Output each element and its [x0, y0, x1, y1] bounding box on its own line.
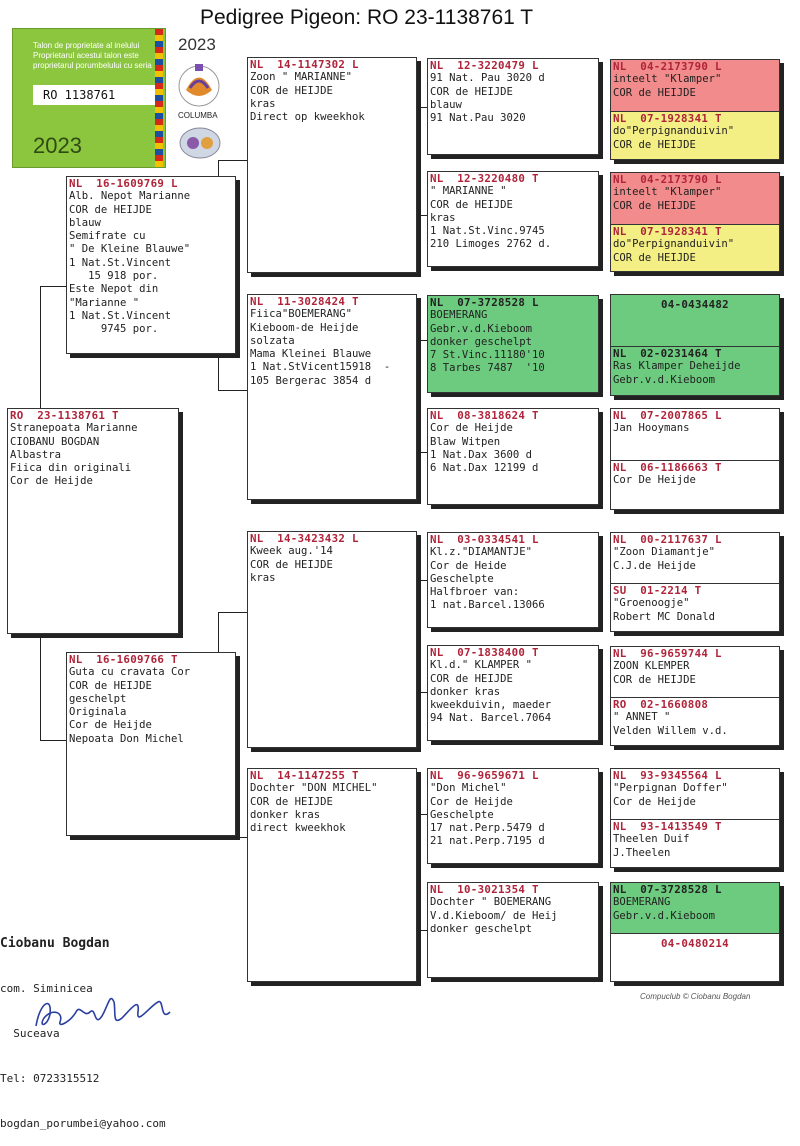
ancestor-pair-card	[610, 59, 780, 160]
coupon-ring-number: RO 1138761	[33, 85, 159, 105]
owner-email: bogdan_porumbei@yahoo.com	[0, 1117, 166, 1130]
connector-line	[218, 160, 248, 161]
coupon-text: Talon de proprietate al inelului Proprietarul acestui talon este proprietarul porumbelului cu seria	[33, 41, 152, 70]
ancestor-pair-card	[610, 532, 780, 632]
sire-ring: NL 16-1609769 L	[69, 177, 178, 190]
great-grandparent-card: NL 03-0334541 L Kl.z."DIAMANTJE" Cor de Heide Geschelpte Halfbroer van: 1 nat.Barcel.13066	[427, 532, 599, 628]
sire-card: NL 16-1609769 L Alb. Nepot Marianne COR de HEIJDE blauw Semifrate cu " De Kleine Blauwe" 1 Nat.St.Vincent 15 918 por. Este Nepot din "Marianne " 1 Nat.St.Vincent 9745 por.	[66, 176, 236, 354]
ancestor-pair-card	[610, 768, 780, 868]
grandparent-card: NL 14-1147302 L Zoon " MARIANNE" COR de HEIJDE kras Direct op kweekhok	[247, 57, 417, 273]
coupon-year: 2023	[33, 133, 82, 158]
signature-icon	[30, 982, 180, 1034]
grandparent-card: NL 14-3423432 L Kweek aug.'14 COR de HEIJDE kras	[247, 531, 417, 748]
ancestor-bottom: NL 93-1413549 T Theelen Duif J.Theelen	[611, 819, 779, 868]
ancestor-bottom: NL 02-0231464 T Ras Klamper Deheijde Gebr.v.d.Kieboom	[611, 346, 779, 396]
ancestor-top: 04-0434482	[611, 295, 779, 346]
great-grandparent-card: NL 07-3728528 L BOEMERANG Gebr.v.d.Kieboom donker geschelpt 7 St.Vinc.11180'10 8 Tarbes 7487 '10	[427, 295, 599, 393]
ancestor-top: NL 93-9345564 L "Perpignan Doffer" Cor de Heijde	[613, 769, 728, 808]
ancestor-pair-card	[610, 646, 780, 746]
ancestor-top: NL 96-9659744 L ZOON KLEMPER COR de HEIJDE	[613, 647, 722, 686]
subject-pigeon-card: RO 23-1138761 T Stranepoata Marianne CIOBANU BOGDAN Albastra Fiica din originali Cor de Heijde	[7, 408, 179, 634]
great-grandparent-card: NL 07-1838400 T Kl.d." KLAMPER " COR de HEIJDE donker kras kweekduivin, maeder 94 Nat. Barcel.7064	[427, 645, 599, 741]
ancestor-top: NL 04-2173790 L inteelt "Klamper" COR de HEIJDE	[611, 173, 779, 224]
ancestor-pair-card	[610, 294, 780, 396]
great-grandparent-card: NL 08-3818624 T Cor de Heijde Blaw Witpen 1 Nat.Dax 3600 d 6 Nat.Dax 12199 d	[427, 408, 599, 505]
dam-ring: NL 16-1609766 T	[69, 653, 178, 666]
ancestor-top: NL 04-2173790 L inteelt "Klamper" COR de HEIJDE	[611, 60, 779, 111]
ancestor-top: NL 07-3728528 L BOEMERANG Gebr.v.d.Kieboom	[611, 883, 779, 933]
ancestor-bottom: SU 01-2214 T "Groenoogje" Robert MC Donald	[611, 583, 779, 632]
ancestor-bottom: 04-0480214	[611, 933, 779, 982]
connector-line	[218, 837, 248, 838]
great-grandparent-card: NL 96-9659671 L "Don Michel" Cor de Heijde Geschelpte 17 nat.Perp.5479 d 21 nat.Perp.7195 d	[427, 768, 599, 864]
connector-line	[218, 612, 248, 613]
ancestor-bottom: NL 07-1928341 T do"Perpignanduivin" COR de HEIJDE	[611, 111, 779, 160]
dam-card: NL 16-1609766 T Guta cu cravata Cor COR de HEIJDE geschelpt Originala Cor de Heijde Nepoata Don Michel	[66, 652, 236, 836]
page-title: Pedigree Pigeon: RO 23-1138761 T	[200, 6, 534, 29]
great-grandparent-card: NL 10-3021354 T Dochter " BOEMERANG V.d.Kieboom/ de Heij donker geschelpt	[427, 882, 599, 978]
connector-line	[40, 740, 67, 741]
owner-name: Ciobanu Bogdan	[0, 936, 110, 951]
logo-brand: COLUMBA	[178, 111, 218, 120]
great-grandparent-card: NL 12-3220480 T " MARIANNE " COR de HEIJDE kras 1 Nat.St.Vinc.9745 210 Limoges 2762 d.	[427, 171, 599, 267]
ancestor-pair-card	[610, 172, 780, 272]
flag-stripe	[155, 29, 163, 167]
ancestor-top: NL 00-2117637 L "Zoon Diamantje" C.J.de Heijde	[613, 533, 722, 572]
ring-coupon	[12, 28, 166, 168]
ancestor-bottom: RO 02-1660808 " ANNET " Velden Willem v.d.	[611, 697, 779, 746]
ancestor-top: NL 07-2007865 L Jan Hooymans	[613, 409, 722, 435]
footer-credit: Compuclub © Ciobanu Bogdan	[640, 992, 751, 1001]
connector-line	[40, 286, 67, 287]
columba-logo-icon	[176, 60, 222, 110]
ancestor-pair-card	[610, 882, 780, 982]
ancestor-pair-card	[610, 408, 780, 510]
logo-year: 2023	[178, 35, 216, 54]
subject-ring: RO 23-1138761 T	[10, 409, 119, 422]
grandparent-card: NL 11-3028424 T Fiica"BOEMERANG" Kieboom-de Heijde solzata Mama Kleinei Blauwe 1 Nat.StVicent15918 - 105 Bergerac 3854 d	[247, 294, 417, 500]
pigeon-emblem-icon	[178, 126, 222, 160]
great-grandparent-card: NL 12-3220479 L 91 Nat. Pau 3020 d COR de HEIJDE blauw 91 Nat.Pau 3020	[427, 58, 599, 155]
grandparent-card: NL 14-1147255 T Dochter "DON MICHEL" COR de HEIJDE donker kras direct kweekhok	[247, 768, 417, 982]
ancestor-bottom: NL 06-1186663 T Cor De Heijde	[611, 460, 779, 510]
ancestor-bottom: NL 07-1928341 T do"Perpignanduivin" COR de HEIJDE	[611, 224, 779, 272]
owner-info: Ciobanu Bogdan com. Siminicea Suceava Tel: 0723315512 bogdan_porumbei@yahoo.com	[0, 936, 166, 1130]
connector-line	[218, 390, 248, 391]
